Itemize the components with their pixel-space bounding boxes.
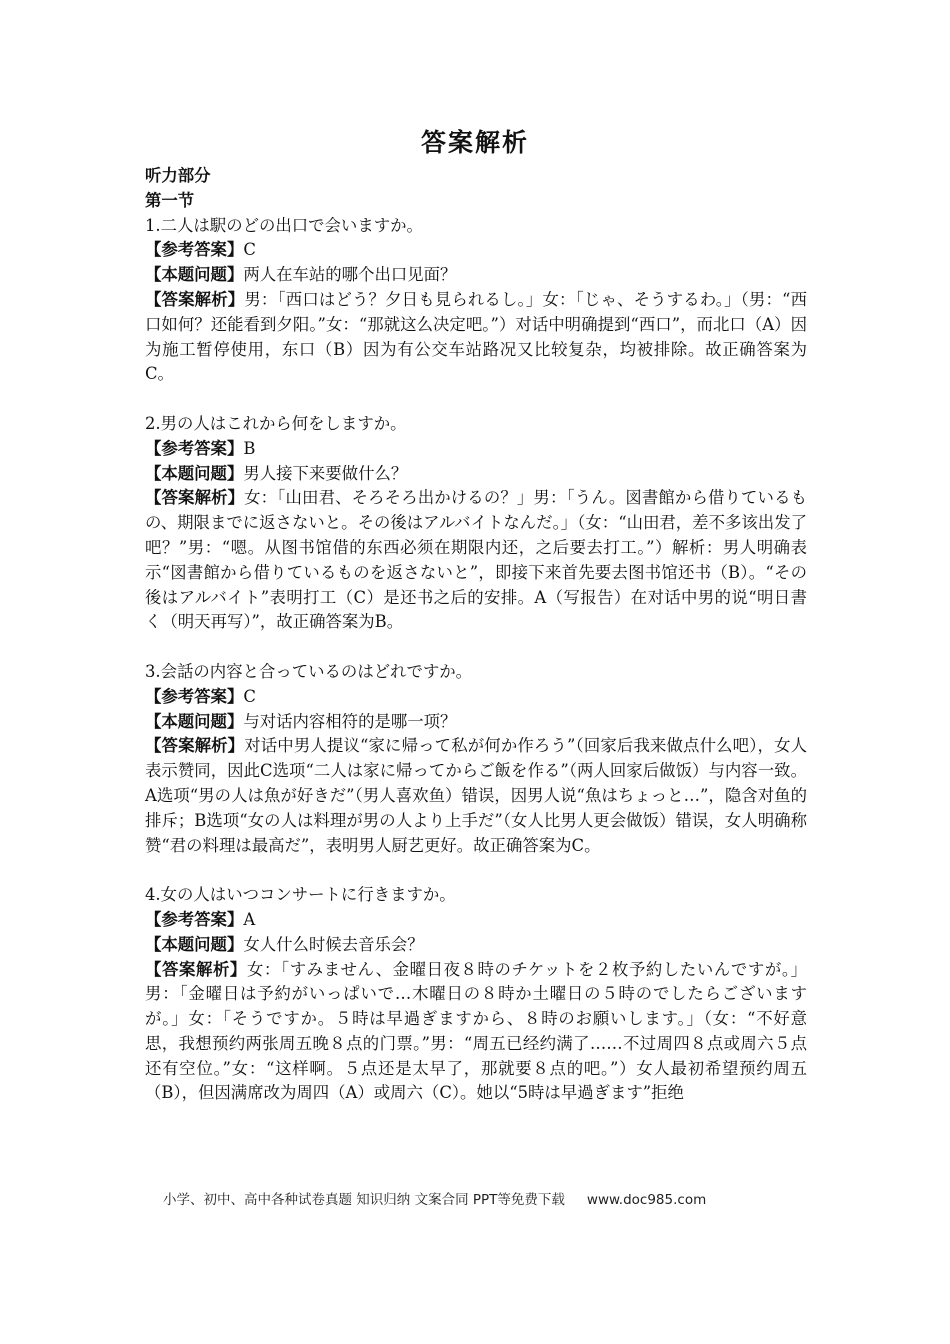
reference-answer [145,685,807,710]
section-heading: 听力部分 [145,166,211,185]
answer-tag: 【参考答案】 [145,909,244,929]
problem-value: 女人什么时候去音乐会？ [243,934,424,954]
paragraph-gap [145,858,807,883]
answer-tag: 【参考答案】 [145,438,244,458]
answer-analysis [145,288,807,387]
problem-tag: 【本题问题】 [145,934,244,954]
answer-value: C [243,240,256,260]
analysis-tag: 【答案解析】 [145,959,247,979]
analysis-value: 对话中男人提议“家に帰って私が何か作ろう”（回家后我来做点什么吧），女人表示赞同，因此C选项“二人は家に帰ってからご飯を作る”（两人回家后做饭）与内容一致。A选项“男の人は魚が好きだ”（男人喜欢鱼）错误，因男人说“魚はちょっと…”，隐含对鱼的排斥；B选项“女の人は料理が男の人より上手だ”（女人比男人更会做饭）错误，女人明确称赞“君の料理は最高だ”，表明男人厨艺更好。故正确答案为C。 [145,736,808,855]
analysis-value: 女：「すみません、金曜日夜８時のチケットを２枚予約したいんですが。」男：「金曜日は予約がいっぱいで…木曜日の８時か土曜日の５時のでしたらございますが。」女：「そうですか。５時は早過ぎますから、８時のお願いします。」（女：“不好意思，我想预约两张周五晚８点的门票。”男：“周五已经约满了……不过周四８点或周六５点还有空位。”女：“这样啊。５点还是太早了，那就要８点的吧。”）女人最初希望预约周五（B），但因满席改为周四（A）或周六（C）。她以“5時は早過ぎます”拒绝 [145,959,808,1103]
problem-statement [145,462,807,487]
reference-answer [145,238,807,263]
analysis-value: 女：「山田君、そろそろ出かけるの？」男：「うん。図書館から借りているもの、期限までに返さないと。その後はアルバイトなんだ。」（女：“山田君，差不多该出发了吧？”男：“嗯。从图书馆借的东西必须在期限内还，之后要去打工。”）解析：男人明确表示“図書館から借りているものを返さないと”，即接下来首先要去图书馆还书（B）。“その後はアルバイト”表明打工（C）是还书之后的安排。A（写报告）在对话中男的说“明日書く（明天再写）”，故正确答案为B。 [145,488,807,632]
answer-analysis [145,486,807,635]
document-body [145,164,807,1106]
problem-tag: 【本题问题】 [145,711,244,731]
answer-value: A [243,909,256,929]
footer-text: 小学、初中、高中各种试卷真题 知识归纳 文案合同 PPT等免费下载 [163,1192,565,1208]
question-text: 4.女の人はいつコンサートに行きますか。 [145,885,456,905]
analysis-tag: 【答案解析】 [145,289,245,309]
question-block-1 [145,214,807,388]
analysis-tag: 【答案解析】 [145,488,245,508]
question-block-3 [145,660,807,858]
question-text: 1.二人は駅のどの出口で会いますか。 [145,215,423,235]
footer-site-link[interactable]: www.doc985.com [586,1192,707,1208]
problem-statement [145,933,807,958]
analysis-value: 男：「西口はどう？夕日も見られるし。」女：「じゃ、そうするわ。」（男：“西口如何？还能看到夕阳。”女：“那就这么决定吧。”）对话中明确提到“西口”，而北口（A）因为施工暂停使用，东口（B）因为有公交车站路况又比较复杂，均被排除。故正确答案为C。 [145,289,807,384]
problem-value: 与对话内容相符的是哪一项？ [243,711,457,731]
problem-statement [145,263,807,288]
paragraph-gap [145,387,807,412]
paragraph-gap [145,635,807,660]
answer-value: B [243,438,256,458]
reference-answer [145,437,807,462]
problem-value: 男人接下来要做什么？ [243,463,408,483]
page-title: 答案解析 [420,128,529,157]
subsection-heading: 第一节 [145,190,195,210]
answer-analysis [145,958,807,1107]
question-block-4 [145,883,807,1106]
problem-tag: 【本题问题】 [145,463,244,483]
problem-statement [145,710,807,735]
answer-value: C [243,686,256,706]
answer-tag: 【参考答案】 [145,686,244,706]
answer-analysis [145,734,807,858]
answer-tag: 【参考答案】 [145,240,244,260]
question-text: 3.会話の内容と合っているのはどれですか。 [145,661,473,681]
question-text: 2.男の人はこれから何をしますか。 [145,413,407,433]
problem-tag: 【本题问题】 [145,265,244,285]
problem-value: 两人在车站的哪个出口见面？ [243,265,457,285]
question-block-2 [145,412,807,635]
reference-answer [145,908,807,933]
page-footer [163,1190,803,1210]
analysis-tag: 【答案解析】 [145,736,245,756]
